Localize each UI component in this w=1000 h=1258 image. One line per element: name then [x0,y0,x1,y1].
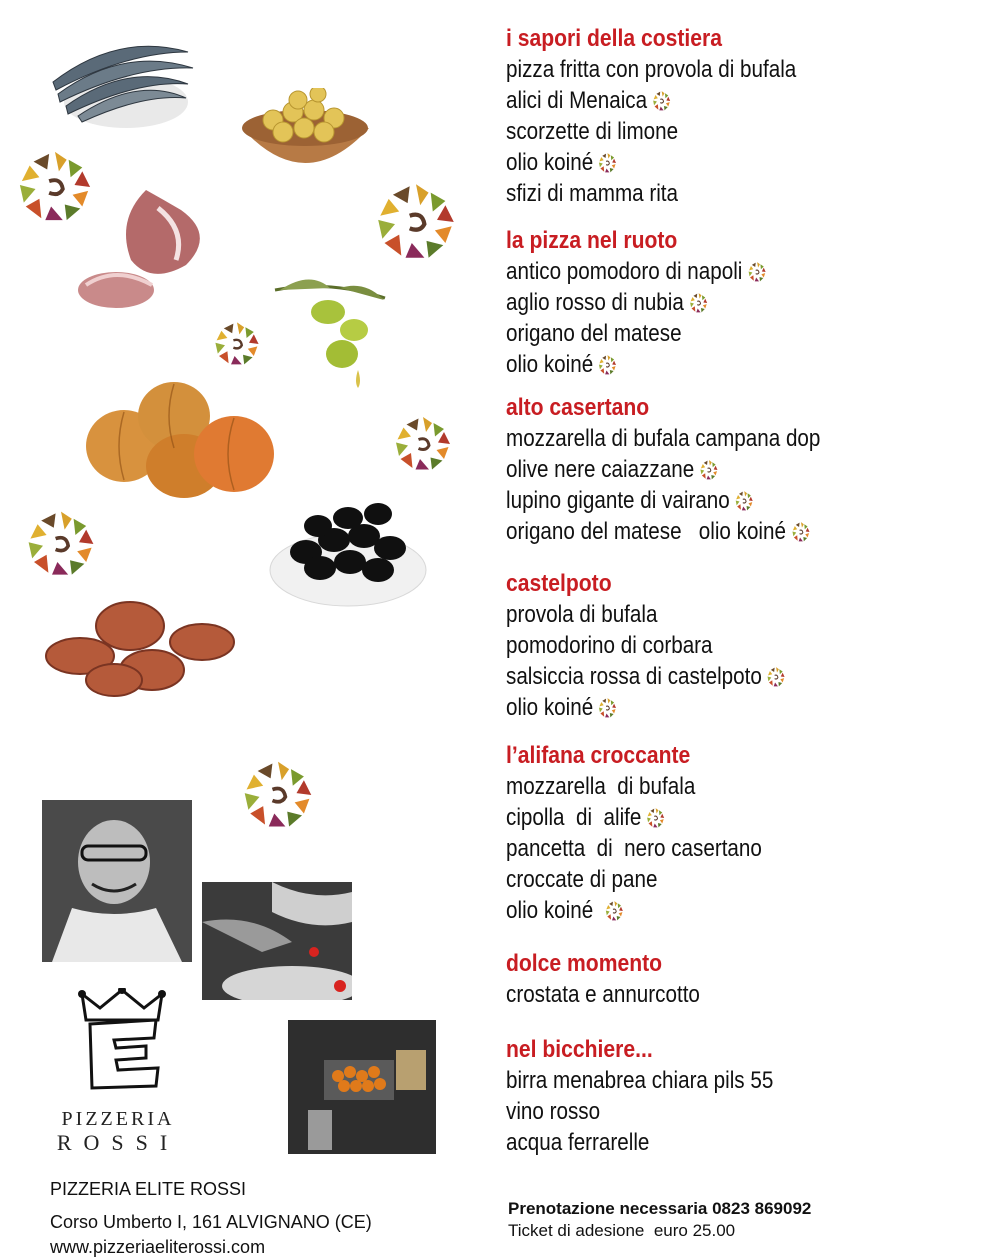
menu-item: acqua ferrarelle [506,1129,650,1156]
logo-wordmark-line1: PIZZERIA [61,1108,175,1130]
booking-info: Prenotazione necessaria 0823 869092 [508,1199,812,1218]
menu-item: crostata e annurcotto [506,981,700,1008]
menu-item: birra menabrea chiara pils 55 [506,1067,774,1094]
koine-badge-icon [598,152,617,174]
menu-item: alici di Menaica [506,85,919,116]
koine-badge-icon [735,490,754,512]
section-title: dolce momento [506,950,663,977]
onions-image [84,376,279,501]
menu-section [506,568,986,723]
section-title: la pizza nel ruoto [506,227,678,254]
menu-section [506,948,986,1010]
menu-item: olive nere caiazzane [506,454,919,485]
menu-item: olio koiné [506,692,919,723]
koine-logo-icon [24,508,98,580]
section-title: castelpoto [506,570,612,597]
website-link[interactable]: www.pizzeriaeliterossi.com [50,1237,266,1257]
koine-badge-icon [598,354,617,376]
menu-item: sfizi di mamma rita [506,180,679,207]
logo-wordmark-line2: ROSSI [56,1130,180,1155]
section-title: i sapori della costiera [506,25,722,52]
menu-section [506,392,986,547]
menu-item: origano del matese olio koiné [506,516,919,547]
contact-block [50,1176,372,1258]
menu-section [506,23,986,209]
menu-item: pizza fritta con provola di bufala [506,56,797,83]
menu-item: mozzarella di bufala campana dop [506,425,821,452]
koine-badge-icon [689,292,708,314]
menu-item: scorzette di limone [506,118,679,145]
menu-section [506,1034,986,1158]
koine-badge-icon [699,459,718,481]
menu-item: olio koiné [506,349,919,380]
pizzeria-rossi-logo [72,988,172,1090]
koine-badge-icon [791,521,810,543]
section-title: l’alifana croccante [506,742,691,769]
menu-section [506,740,986,926]
menu-item: olio koiné [506,147,919,178]
menu-item: mozzarella di bufala [506,773,696,800]
menu-item: cipolla di alife [506,802,919,833]
sausage-slices-image [42,592,237,702]
koine-logo-icon [14,148,96,226]
koine-badge-icon [647,807,666,829]
koine-logo-icon [212,320,262,368]
menu-item: provola di bufala [506,601,658,628]
menu-item: aglio rosso di nubia [506,287,919,318]
koine-logo-icon [392,414,454,474]
address: Corso Umberto I, 161 ALVIGNANO (CE) [50,1212,372,1232]
menu-item: vino rosso [506,1098,601,1125]
koine-badge-icon [605,900,624,922]
menu-item: pomodorino di corbara [506,632,713,659]
menu-item: salsiccia rossa di castelpoto [506,661,919,692]
section-title: alto casertano [506,394,650,421]
menu-item: pancetta di nero casertano [506,835,762,862]
koine-badge-icon [767,666,786,688]
koine-logo-icon [240,758,316,832]
koine-badge-icon [748,261,767,283]
pizzeria-name: PIZZERIA ELITE ROSSI [50,1179,247,1199]
koine-badge-icon [652,90,671,112]
koine-logo-icon [372,180,460,264]
koine-badge-icon [598,697,617,719]
menu-section [506,225,986,380]
menu-item: olio koiné [506,895,919,926]
ticket-price: Ticket di adesione euro 25.00 [508,1221,736,1240]
tomatoes-photo [288,1020,436,1154]
lupini-bowl-image [238,88,373,188]
chef-photo [42,800,192,962]
menu-item: croccate di pane [506,866,658,893]
menu-item: origano del matese [506,320,682,347]
anchovies-image [48,12,198,132]
menu-item: antico pomodoro di napoli [506,256,919,287]
section-title: nel bicchiere... [506,1036,653,1063]
olive-branch-image [270,270,390,390]
booking-block [508,1198,978,1242]
black-olives-image [266,488,431,613]
dough-photo [202,882,352,1000]
garlic-image [76,180,216,315]
menu-item: lupino gigante di vairano [506,485,919,516]
